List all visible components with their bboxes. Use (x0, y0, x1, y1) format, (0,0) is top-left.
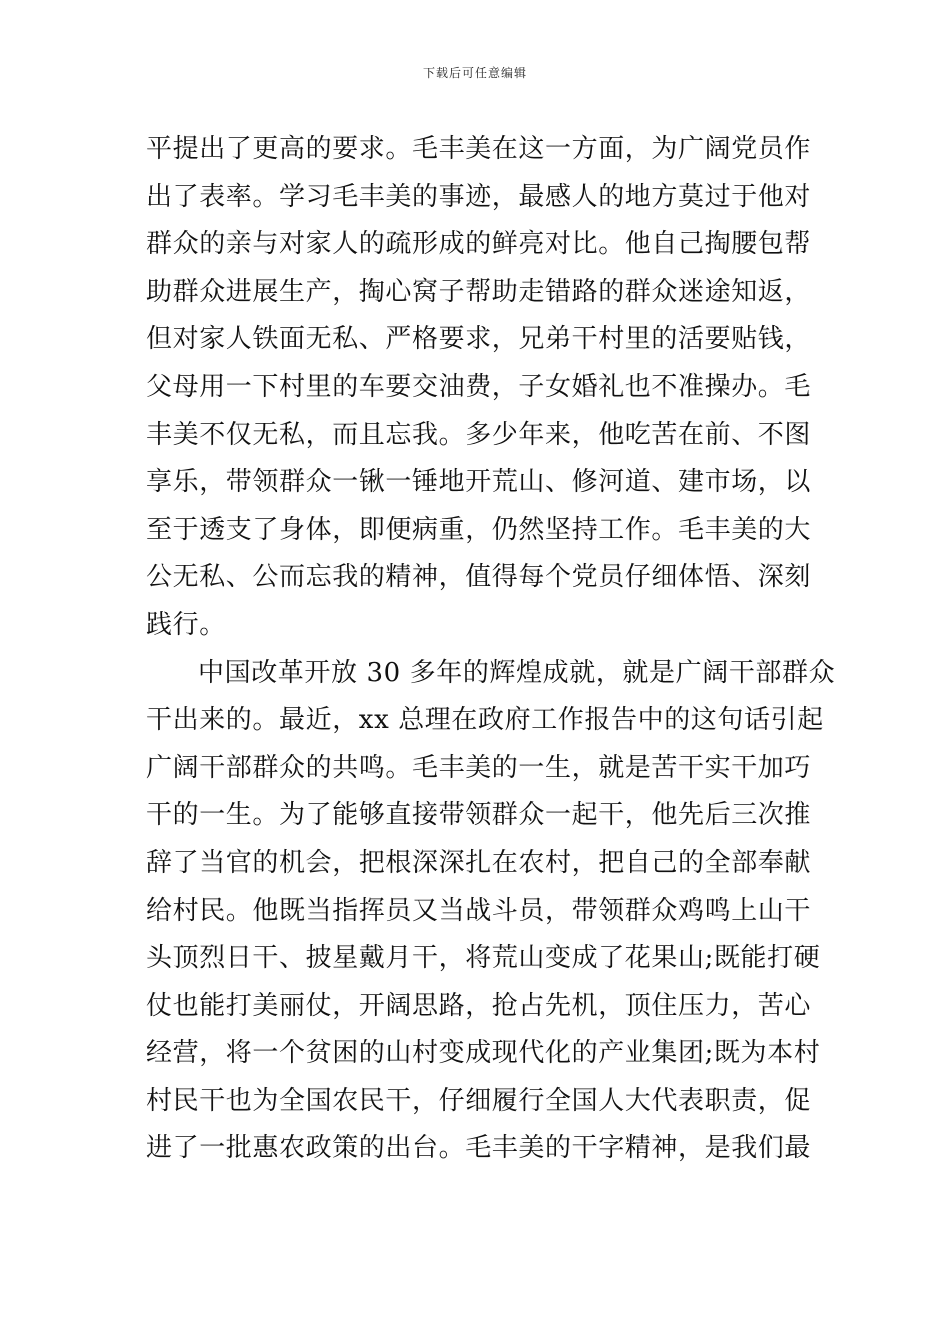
text-line: 干出来的。最近，xx 总理在政府工作报告中的这句话引起 (146, 705, 824, 736)
text-line: 出了表率。学习毛丰美的事迹，最感人的地方莫过于他对 (146, 181, 812, 212)
paragraph-start-line: 中国改革开放 30 多年的辉煌成就，就是广阔干部群众 (198, 657, 836, 688)
text-line: 干的一生。为了能够直接带领群众一起干，他先后三次推 (146, 800, 812, 831)
text-line: 公无私、公而忘我的精神，值得每个党员仔细体悟、深刻 (146, 562, 812, 593)
text-line: 享乐，带领群众一锹一锤地开荒山、修河道、建市场，以 (146, 467, 812, 498)
text-line: 进了一批惠农政策的出台。毛丰美的干字精神，是我们最 (146, 1133, 812, 1164)
text-line: 经营，将一个贫困的山村变成现代化的产业集团;既为本村 (146, 1038, 821, 1069)
body-text (146, 126, 836, 1173)
text-line: 但对家人铁面无私、严格要求，兄弟干村里的活要贴钱， (146, 324, 812, 355)
text-line: 头顶烈日干、披星戴月干，将荒山变成了花果山;既能打硬 (146, 943, 821, 974)
text-line: 仗也能打美丽仗，开阔思路，抢占先机，顶住压力，苦心 (146, 990, 812, 1021)
text-line: 至于透支了身体，即便病重，仍然坚持工作。毛丰美的大 (146, 514, 812, 545)
text-line: 村民干也为全国农民干，仔细履行全国人大代表职责，促 (146, 1085, 812, 1116)
text-line: 践行。 (146, 609, 226, 640)
text-line: 父母用一下村里的车要交油费，子女婚礼也不准操办。毛 (146, 371, 812, 402)
text-line: 给村民。他既当指挥员又当战斗员，带领群众鸡鸣上山干 (146, 895, 812, 926)
text-line: 丰美不仅无私，而且忘我。多少年来，他吃苦在前、不图 (146, 419, 812, 450)
page-header: 下载后可任意编辑 (422, 66, 527, 80)
text-line: 广阔干部群众的共鸣。毛丰美的一生，就是苦干实干加巧 (146, 752, 812, 783)
text-line: 辞了当官的机会，把根深深扎在农村，把自己的全部奉献 (146, 847, 812, 878)
text-line: 群众的亲与对家人的疏形成的鲜亮对比。他自己掏腰包帮 (146, 229, 812, 260)
text-line: 平提出了更高的要求。毛丰美在这一方面，为广阔党员作 (146, 134, 812, 164)
text-line: 助群众进展生产，掏心窝子帮助走错路的群众迷途知返， (146, 276, 812, 307)
